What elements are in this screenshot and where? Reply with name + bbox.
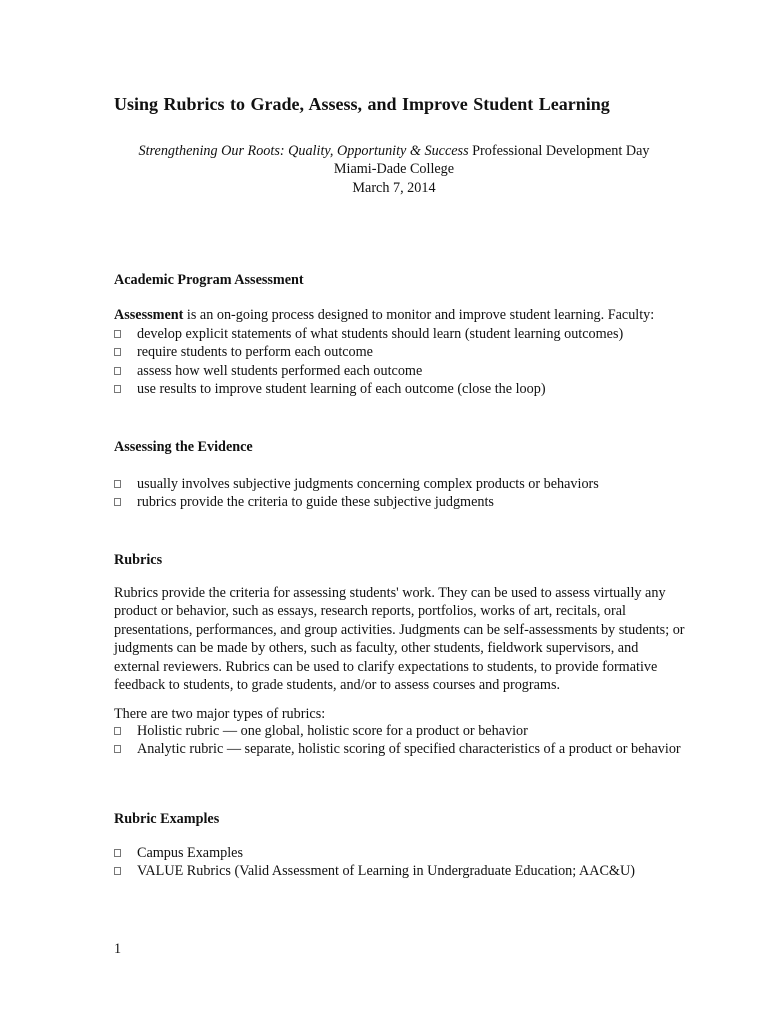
list-item-text: usually involves subjective judgments concerning complex products or behaviors xyxy=(137,476,599,492)
document-subtitle xyxy=(114,142,674,197)
list-item xyxy=(114,740,686,758)
list-item xyxy=(114,493,686,511)
list-item-text: require students to perform each outcome xyxy=(137,344,373,361)
list-item-text: use results to improve student learning of each outcome (close the loop) xyxy=(137,381,546,398)
bullet-icon xyxy=(114,849,121,857)
event-date: March 7, 2014 xyxy=(352,179,436,196)
rubric-types-list xyxy=(114,722,686,759)
section-heading-rubrics: Rubrics xyxy=(114,552,163,568)
list-item-text: Holistic rubric — one global, holistic score for a product or behavior xyxy=(137,723,528,739)
list-item xyxy=(114,722,686,740)
list-item-text: Analytic rubric — separate, holistic scoring of specified characteristics of a product or behavior xyxy=(137,741,681,758)
rubric-examples-list xyxy=(114,844,686,881)
list-item xyxy=(114,380,686,398)
rubric-types-intro: There are two major types of rubrics: xyxy=(114,706,326,722)
list-item xyxy=(114,362,686,380)
list-item-text: assess how well students performed each outcome xyxy=(137,362,423,379)
bullet-icon xyxy=(114,745,121,753)
list-item xyxy=(114,844,686,862)
list-item xyxy=(114,475,686,493)
rubrics-paragraph: Rubrics provide the criteria for assessing students' work. They can be used to assess virtually any product or behavior, such as essays, research reports, portfolios, works of art, recitals, oral presentations, performances, and group activities. Judgments can be self-assessments by students; or judgments can be made by others, such as faculty, other students, fieldwork supervisors, and external reviewers. Rubrics can be used to clarify expectations to students, to provide formative feedback to students, to grade students, and/or to assess courses and programs. xyxy=(114,585,685,694)
section-heading-academic-program-assessment: Academic Program Assessment xyxy=(114,272,304,288)
event-line xyxy=(114,142,674,160)
document-title: Using Rubrics to Grade, Assess, and Improve Student Learning xyxy=(114,94,610,114)
bullet-icon xyxy=(114,385,121,393)
bullet-icon xyxy=(114,330,121,338)
list-item-text: develop explicit statements of what students should learn (student learning outcomes) xyxy=(137,326,624,342)
assessment-intro xyxy=(114,306,686,324)
list-item xyxy=(114,325,686,343)
list-item xyxy=(114,862,686,880)
page-number: 1 xyxy=(114,941,122,957)
bullet-icon xyxy=(114,867,121,875)
section-heading-assessing-the-evidence: Assessing the Evidence xyxy=(114,439,253,455)
event-theme: Strengthening Our Roots: Quality, Opportunity & Success xyxy=(138,143,469,159)
bullet-icon xyxy=(114,367,121,375)
assessment-bullet-list xyxy=(114,325,686,399)
college-name: Miami-Dade College xyxy=(333,161,455,178)
bullet-icon xyxy=(114,498,121,506)
list-item-text: VALUE Rubrics (Valid Assessment of Learning in Undergraduate Education; AAC&U) xyxy=(137,863,635,880)
list-item-text: Campus Examples xyxy=(137,845,243,861)
list-item xyxy=(114,343,686,361)
assessment-term: Assessment xyxy=(114,307,184,323)
bullet-icon xyxy=(114,348,121,356)
list-item-text: rubrics provide the criteria to guide these subjective judgments xyxy=(137,494,494,511)
section-heading-rubric-examples: Rubric Examples xyxy=(114,811,220,827)
evidence-bullet-list xyxy=(114,475,686,512)
assessment-definition: is an on-going process designed to monitor and improve student learning. Faculty: xyxy=(183,307,655,323)
event-name: Professional Development Day xyxy=(468,143,650,159)
bullet-icon xyxy=(114,727,121,735)
bullet-icon xyxy=(114,480,121,488)
